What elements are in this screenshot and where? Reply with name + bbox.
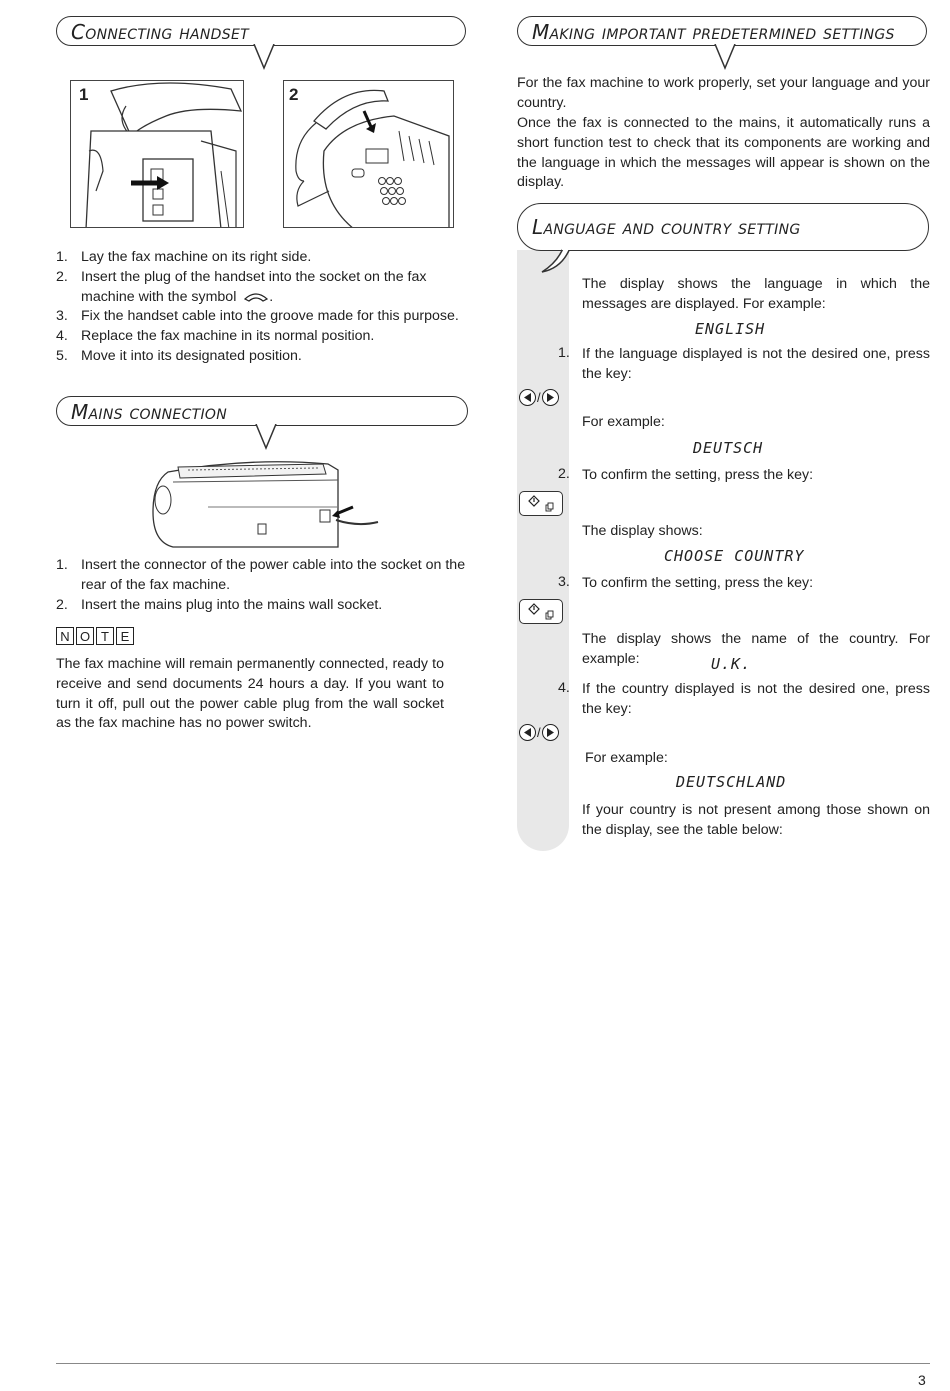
left-right-arrow-keys: / — [519, 724, 559, 741]
fax-side-hand-illustration-icon — [71, 81, 244, 228]
display-shows-label: The display shows: — [582, 523, 703, 539]
list-item: 1. Insert the connector of the power cable into the socket on the rear of the fax machine. — [56, 557, 466, 593]
heading-predetermined-settings — [517, 16, 927, 46]
bubble-tail-icon — [540, 246, 570, 276]
heading-mains-connection — [56, 396, 468, 426]
list-item: 2. Insert the plug of the handset into the socket on the fax machine with the symbol . — [56, 268, 427, 305]
language-intro: The display shows the language in which the messages are displayed. For example: — [582, 276, 930, 312]
heading-text: Mains connection — [71, 400, 228, 424]
closing-text: If your country is not present among those shown on the display, see the table below: — [582, 802, 930, 838]
heading-text: Language and country setting — [532, 215, 801, 239]
note-label: N O T E — [56, 627, 134, 645]
list-item: 5. Move it into its designated position. — [56, 347, 302, 364]
step-2-text: To confirm the setting, press the key: — [582, 467, 814, 483]
handset-symbol-icon — [243, 291, 269, 303]
page-number: 3 — [918, 1372, 926, 1388]
display-uk: U.K. — [711, 655, 752, 673]
left-arrow-icon — [519, 724, 536, 741]
heading-text: Making important predetermined settings — [532, 20, 895, 44]
heading-connecting-handset — [56, 16, 466, 46]
predetermined-para-2: Once the fax is connected to the mains, it automatically runs a short function test to check that its components are working and the language in which the messages will appear is shown on the display. — [517, 115, 930, 191]
footer-divider — [56, 1363, 930, 1364]
display-english: ENGLISH — [695, 320, 766, 338]
country-intro: The display shows the name of the country. For example: — [582, 631, 930, 667]
mains-connection-steps — [56, 556, 470, 615]
bubble-tail-icon — [253, 44, 277, 70]
figure-label: 2 — [289, 85, 299, 104]
figure-label: 1 — [79, 85, 89, 104]
start-key-icon — [519, 599, 563, 624]
display-deutschland: DEUTSCHLAND — [676, 773, 787, 791]
list-item: 1. Lay the fax machine on its right side. — [56, 249, 312, 265]
list-item: 3. Fix the handset cable into the groove made for this purpose. — [56, 308, 459, 325]
start-key-icon — [519, 491, 563, 516]
display-deutsch: DEUTSCH — [693, 439, 764, 457]
left-right-arrow-keys: / — [519, 389, 559, 406]
display-choose-country: CHOOSE COUNTRY — [664, 547, 805, 565]
list-item: 2. Insert the mains plug into the mains wall socket. — [56, 596, 383, 613]
predetermined-para-1: For the fax machine to work properly, set your language and your country. — [517, 75, 930, 111]
fax-rear-power-illustration-icon — [148, 452, 388, 552]
note-text: The fax machine will remain permanently connected, ready to receive and send documents 24 hours a day. If you want to turn it off, pull out the power cable plug from the wall socket as the fax machine has no power switch. — [56, 656, 444, 732]
right-arrow-icon — [542, 389, 559, 406]
figure-handset-step-2 — [283, 80, 454, 228]
key-column-band — [517, 250, 569, 851]
bubble-tail-icon — [714, 44, 738, 70]
connecting-handset-steps — [56, 248, 470, 367]
heading-text: Connecting handset — [71, 20, 249, 44]
step-4-text: If the country displayed is not the desired one, press the key: — [582, 681, 930, 717]
bubble-tail-icon — [255, 424, 279, 450]
figure-handset-step-1 — [70, 80, 244, 228]
fax-handset-cable-illustration-icon — [284, 81, 454, 228]
step-3-text: To confirm the setting, press the key: — [582, 575, 814, 591]
step-1-text: If the language displayed is not the desired one, press the key: — [582, 346, 930, 382]
left-arrow-icon — [519, 389, 536, 406]
right-arrow-icon — [542, 724, 559, 741]
for-example-2: For example: — [585, 750, 668, 766]
list-item: 4. Replace the fax machine in its normal position. — [56, 328, 375, 345]
for-example-1: For example: — [582, 414, 665, 430]
heading-language-country — [517, 203, 929, 251]
